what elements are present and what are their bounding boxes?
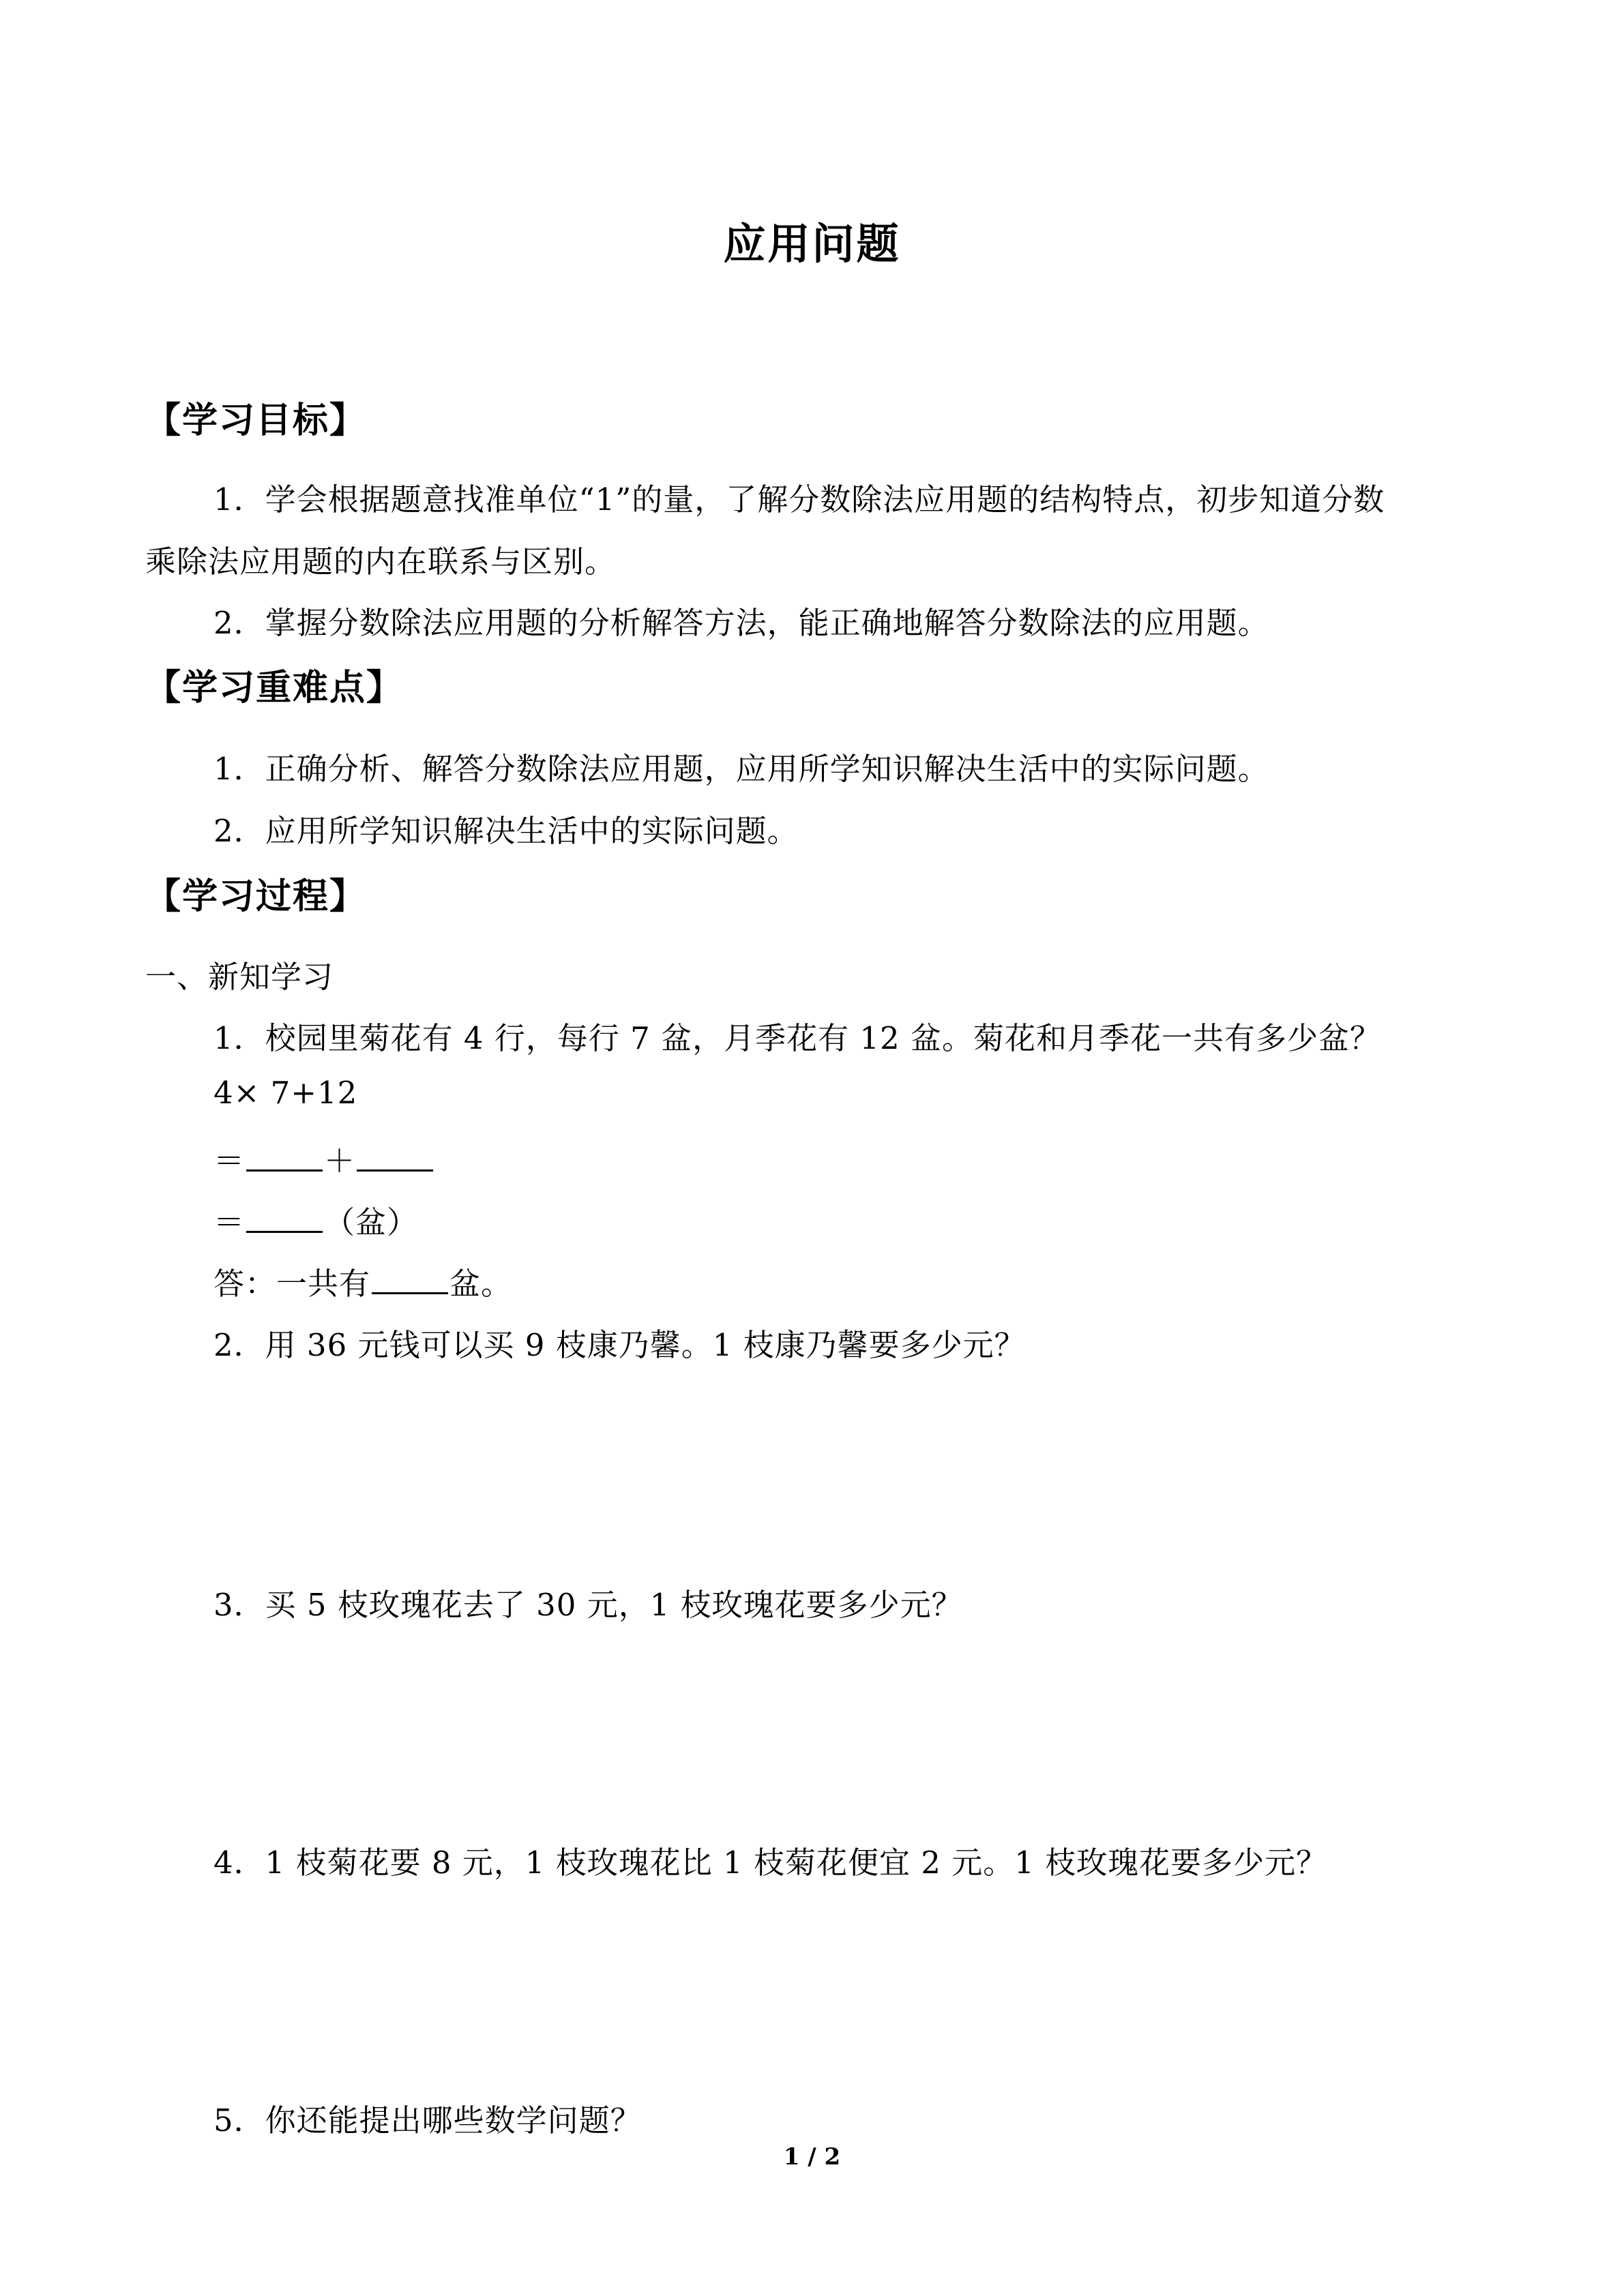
question-1-answer xyxy=(213,1259,512,1303)
heading-learning-process: 【学习过程】 xyxy=(145,876,367,917)
key-point-item-1: 1．正确分析、解答分数除法应用题，应用所学知识解决生活中的实际问题。 xyxy=(213,751,1269,787)
answer-blank-3[interactable] xyxy=(246,1204,323,1233)
key-point-item-2: 2．应用所学知识解决生活中的实际问题。 xyxy=(213,813,799,849)
goal-item-2: 2．掌握分数除法应用题的分析解答方法，能正确地解答分数除法的应用题。 xyxy=(213,605,1269,641)
question-1-step-2 xyxy=(213,1197,418,1242)
part-1-title: 一、新知学习 xyxy=(145,959,334,995)
goal-item-1-line-2: 乘除法应用题的内在联系与区别。 xyxy=(145,543,617,580)
answer-blank-4[interactable] xyxy=(372,1265,448,1294)
answer-prefix: 答：一共有 xyxy=(213,1266,371,1302)
question-4: 4．1 枝菊花要 8 元，1 枝玫瑰花比 1 枝菊花便宜 2 元。1 枝玫瑰花要多少元？ xyxy=(213,1845,1328,1881)
step-1-equals: ＝ xyxy=(213,1143,246,1179)
question-5: 5．你还能提出哪些数学问题？ xyxy=(213,2102,642,2138)
answer-blank-1[interactable] xyxy=(246,1142,323,1172)
question-3: 3．买 5 枝玫瑰花去了 30 元，1 枝玫瑰花要多少元？ xyxy=(213,1587,963,1623)
step-2-unit: （盆） xyxy=(324,1204,419,1240)
heading-key-points: 【学习重难点】 xyxy=(145,667,404,709)
page-title: 应用问题 xyxy=(723,219,901,269)
question-1-expression: 4× 7+12 xyxy=(213,1075,358,1111)
page-number: 1 / 2 xyxy=(783,2143,841,2171)
answer-blank-2[interactable] xyxy=(357,1142,433,1172)
step-1-plus: ＋ xyxy=(324,1143,356,1179)
step-2-equals: ＝ xyxy=(213,1204,246,1240)
heading-learning-goals: 【学习目标】 xyxy=(145,400,367,441)
goal-item-1-line-1: 1．学会根据题意找准单位“1”的量，了解分数除法应用题的结构特点，初步知道分数 xyxy=(213,481,1385,518)
question-1-step-1 xyxy=(213,1136,434,1180)
answer-suffix: 盆。 xyxy=(449,1266,513,1302)
question-2: 2．用 36 元钱可以买 9 枝康乃馨。1 枝康乃馨要多少元？ xyxy=(213,1327,1026,1363)
question-1: 1．校园里菊花有 4 行，每行 7 盆，月季花有 12 盆。菊花和月季花一共有多少盆？ xyxy=(213,1020,1381,1056)
